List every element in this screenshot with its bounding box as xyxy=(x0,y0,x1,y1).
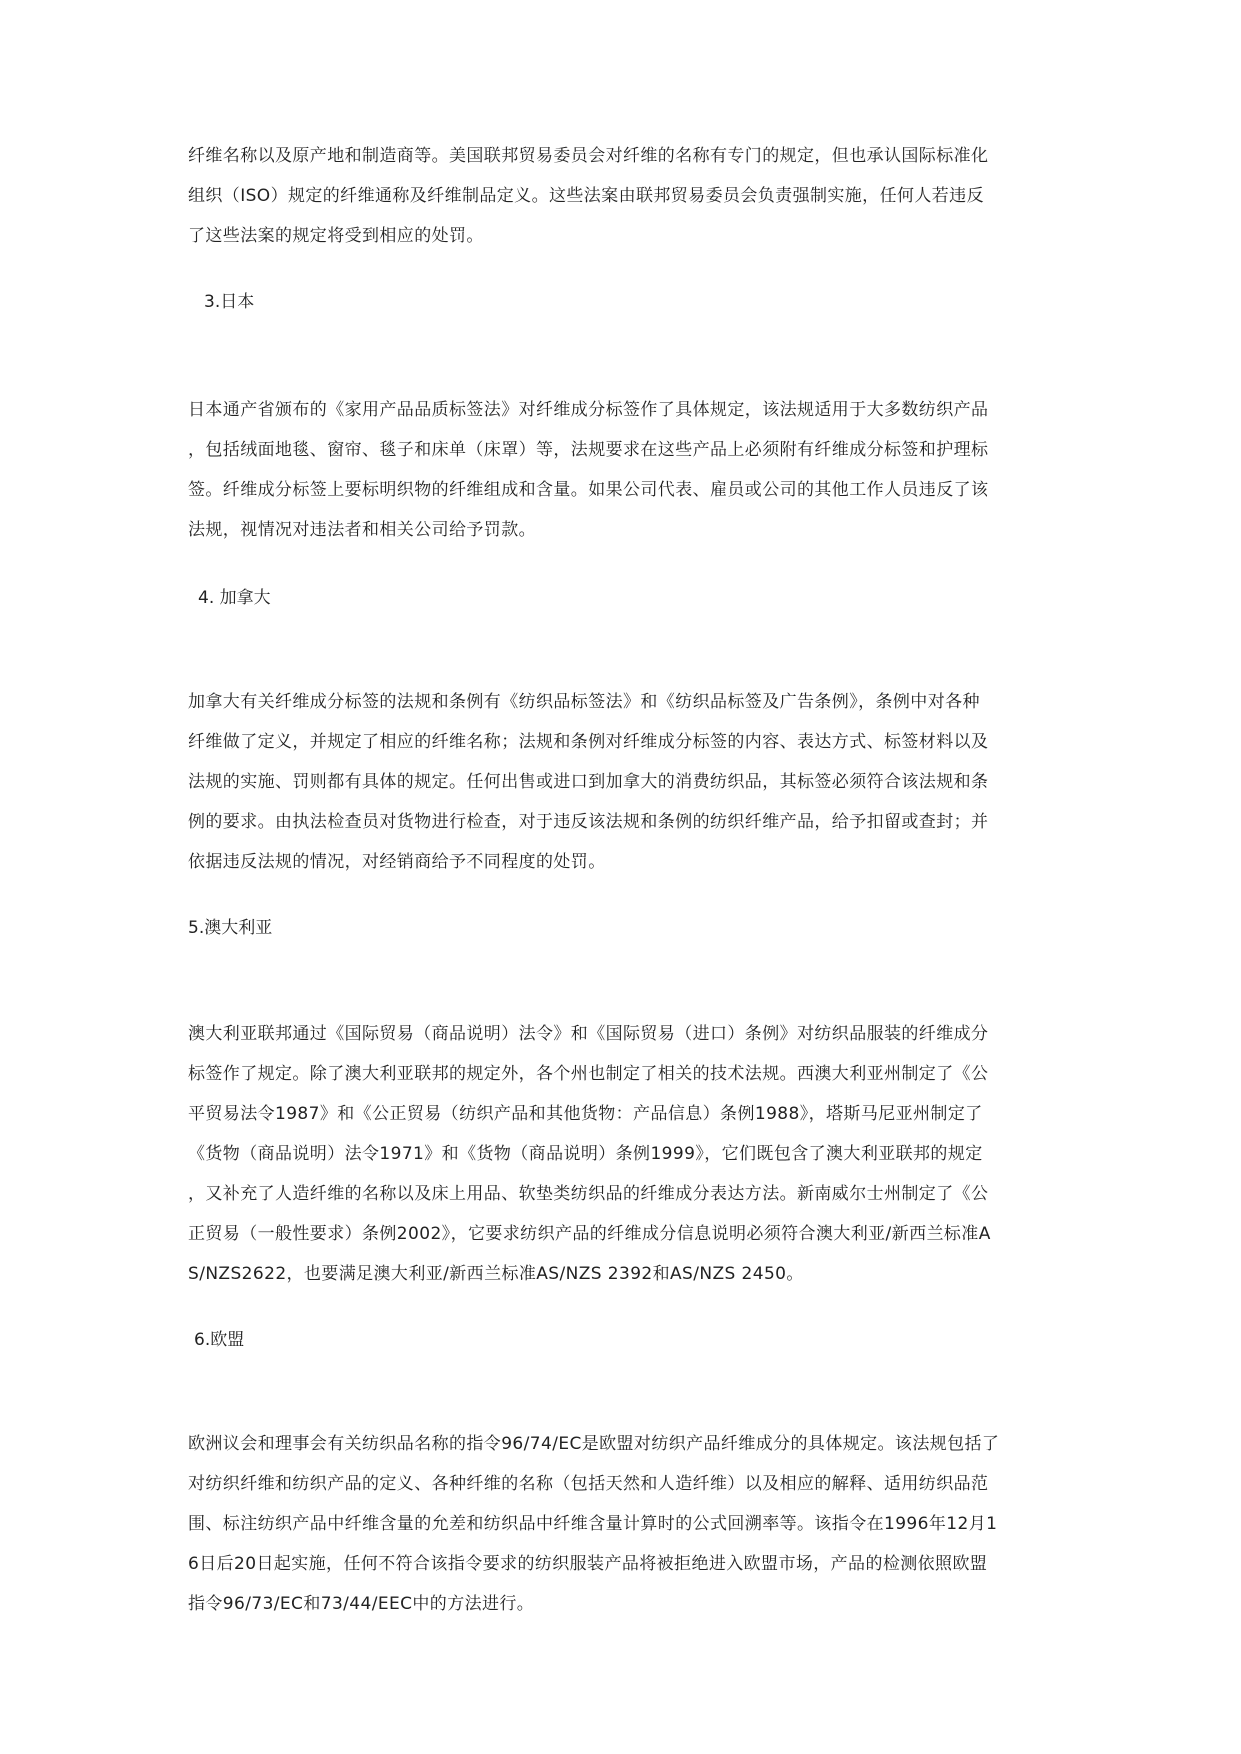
section-heading-australia: 5.澳大利亚 xyxy=(188,918,273,938)
text-line: ，包括绒面地毯、窗帘、毯子和床单（床罩）等，法规要求在这些产品上必须附有纤维成分标签和护理标 xyxy=(188,440,989,460)
text-line: 围、标注纺织产品中纤维含量的允差和纺织品中纤维含量计算时的公式回溯率等。该指令在1996年12月1 xyxy=(188,1514,998,1534)
text-line: 加拿大有关纤维成分标签的法规和条例有《纺织品标签法》和《纺织品标签及广告条例》，条例中对各种 xyxy=(188,692,980,712)
text-line: 6日后20日起实施，任何不符合该指令要求的纺织服装产品将被拒绝进入欧盟市场，产品的检测依照欧盟 xyxy=(188,1554,988,1574)
text-line: 正贸易（一般性要求）条例2002》，它要求纺织产品的纤维成分信息说明必须符合澳大利亚/新西兰标准A xyxy=(188,1224,991,1244)
text-line: 法规的实施、罚则都有具体的规定。任何出售或进口到加拿大的消费纺织品，其标签必须符合该法规和条 xyxy=(188,772,989,792)
text-line: 纤维名称以及原产地和制造商等。美国联邦贸易委员会对纤维的名称有专门的规定，但也承认国际标准化 xyxy=(188,146,989,166)
text-line: 了这些法案的规定将受到相应的处罚。 xyxy=(188,226,484,246)
text-line: 签。纤维成分标签上要标明织物的纤维组成和含量。如果公司代表、雇员或公司的其他工作人员违反了该 xyxy=(188,480,989,500)
text-line: 依据违反法规的情况，对经销商给予不同程度的处罚。 xyxy=(188,852,606,872)
section-heading-japan: 3.日本 xyxy=(204,292,255,312)
text-line: 纤维做了定义，并规定了相应的纤维名称；法规和条例对纤维成分标签的内容、表达方式、标签材料以及 xyxy=(188,732,989,752)
text-line: 澳大利亚联邦通过《国际贸易（商品说明）法令》和《国际贸易（进口）条例》对纺织品服装的纤维成分 xyxy=(188,1024,989,1044)
text-line: 对纺织纤维和纺织产品的定义、各种纤维的名称（包括天然和人造纤维）以及相应的解释、适用纺织品范 xyxy=(188,1474,989,1494)
text-line: 欧洲议会和理事会有关纺织品名称的指令96/74/EC是欧盟对纺织产品纤维成分的具体规定。该法规包括了 xyxy=(188,1434,1000,1454)
text-line: 《货物（商品说明）法令1971》和《货物（商品说明）条例1999》，它们既包含了澳大利亚联邦的规定 xyxy=(188,1144,983,1164)
text-line: 指令96/73/EC和73/44/EEC中的方法进行。 xyxy=(188,1594,535,1614)
text-line: 组织（ISO）规定的纤维通称及纤维制品定义。这些法案由联邦贸易委员会负责强制实施，任何人若违反 xyxy=(188,186,984,206)
text-line: 平贸易法令1987》和《公正贸易（纺织产品和其他货物：产品信息）条例1988》，塔斯马尼亚州制定了 xyxy=(188,1104,983,1124)
text-line: 标签作了规定。除了澳大利亚联邦的规定外，各个州也制定了相关的技术法规。西澳大利亚州制定了《公 xyxy=(188,1064,989,1084)
text-line: 例的要求。由执法检查员对货物进行检查，对于违反该法规和条例的纺织纤维产品，给予扣留或查封；并 xyxy=(188,812,989,832)
text-line: 法规，视情况对违法者和相关公司给予罚款。 xyxy=(188,520,536,540)
text-line: S/NZS2622，也要满足澳大利亚/新西兰标准AS/NZS 2392和AS/NZS 2450。 xyxy=(188,1264,804,1284)
section-heading-canada: 4. 加拿大 xyxy=(198,588,271,608)
text-line: ，又补充了人造纤维的名称以及床上用品、软垫类纺织品的纤维成分表达方法。新南威尔士州制定了《公 xyxy=(188,1184,989,1204)
section-heading-eu: 6.欧盟 xyxy=(194,1330,245,1350)
text-line: 日本通产省颁布的《家用产品品质标签法》对纤维成分标签作了具体规定，该法规适用于大多数纺织产品 xyxy=(188,400,989,420)
